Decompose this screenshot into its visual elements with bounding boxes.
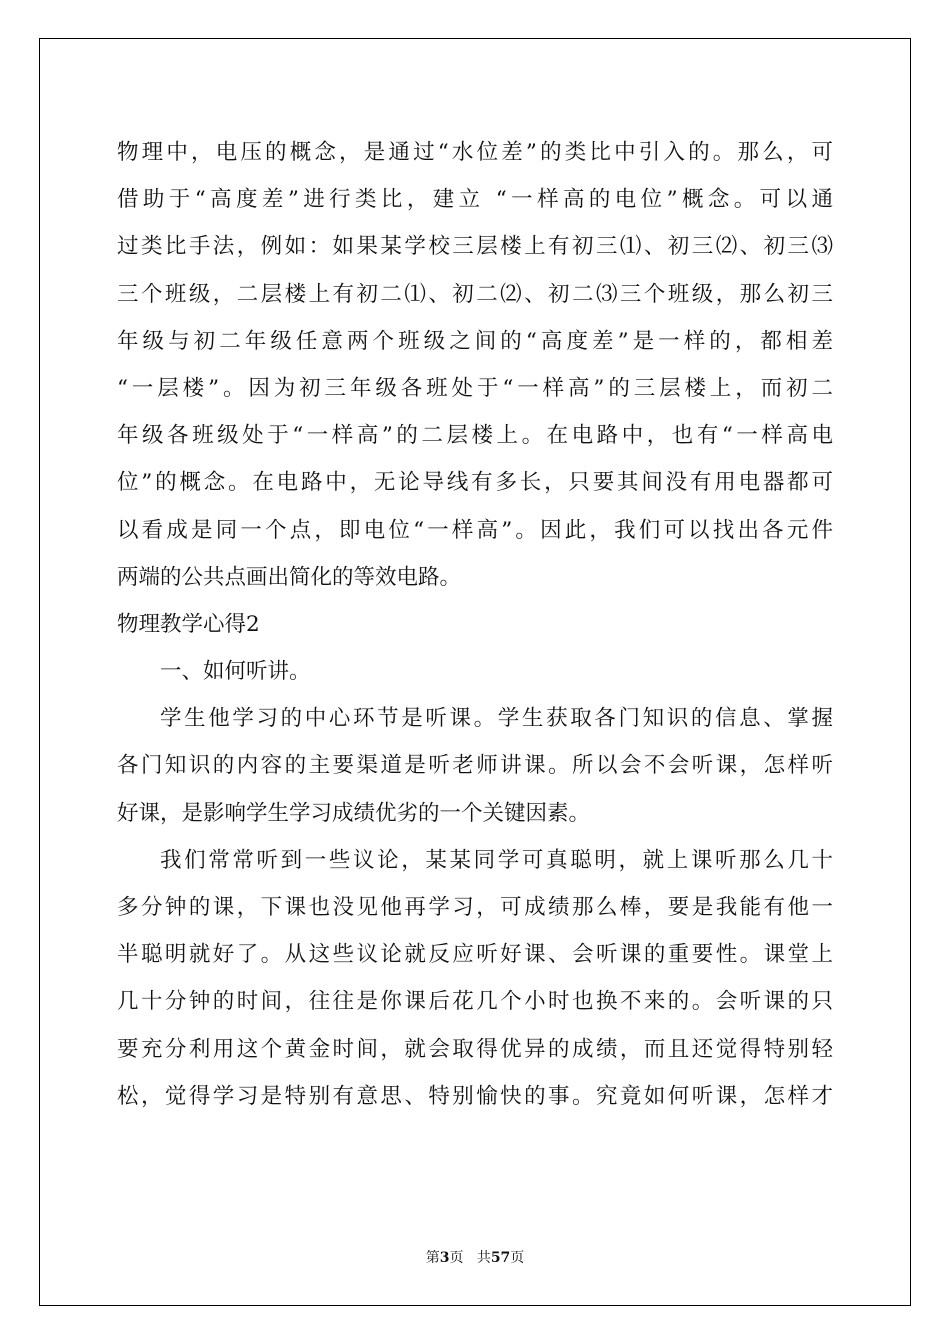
text-line: 我们常常听到一些议论，某某同学可真聪明，就上课听那么几十 (160, 847, 833, 873)
paragraph-equipotential (117, 129, 833, 601)
text-line: 位”的概念。在电路中，无论导线有多长，只要其间没有用电器都可 (117, 470, 833, 496)
section-title (117, 601, 833, 648)
total-prefix: 共 (476, 1250, 491, 1266)
paragraph-listening-core (117, 695, 833, 837)
page-prefix: 第 (425, 1250, 440, 1266)
page-footer (0, 1247, 950, 1267)
text-line: 半聪明就好了。从这些议论就反应听好课、会听课的重要性。课堂上 (117, 942, 833, 968)
text-line: 好课，是影响学生学习成绩优劣的一个关键因素。 (117, 800, 591, 826)
text-line: 松，觉得学习是特别有意思、特别愉快的事。究竟如何听课，怎样才 (117, 1083, 833, 1109)
text-line: 以看成是同一个点，即电位“一样高”。因此，我们可以找出各元件 (117, 517, 833, 543)
text-line: 年级与初二年级任意两个班级之间的“高度差”是一样的，都相差 (117, 328, 833, 354)
document-body (117, 129, 833, 1120)
text-line: 物理中，电压的概念，是通过“水位差”的类比中引入的。那么，可 (117, 140, 833, 165)
text-line: 三个班级，二层楼上有初二⑴、初二⑵、初二⑶三个班级，那么初三 (117, 281, 833, 307)
total-pages: 57 (490, 1250, 511, 1266)
text-line: 两端的公共点画出简化的等效电路。 (117, 564, 462, 590)
subheading-listening (117, 648, 833, 695)
text-line: 一、如何听讲。 (160, 659, 311, 685)
text-line: 物理教学心得2 (117, 611, 260, 637)
page-number: 3 (439, 1250, 450, 1266)
text-line: 多分钟的课，下课也没见他再学习，可成绩那么棒，要是我能有他一 (117, 895, 833, 920)
text-line: 借助于“高度差”进行类比，建立 “一样高的电位”概念。可以通 (117, 187, 833, 213)
text-line: 学生他学习的中心环节是听课。学生获取各门知识的信息、掌握 (160, 706, 833, 732)
page-suffix: 页 (449, 1250, 464, 1266)
text-line: 几十分钟的时间，往往是你课后花几个小时也换不来的。会听课的只 (117, 989, 833, 1015)
total-suffix: 页 (510, 1250, 525, 1266)
text-line: “一层楼”。因为初三年级各班处于“一样高”的三层楼上，而初二 (117, 375, 833, 401)
text-line: 年级各班级处于“一样高”的二层楼上。在电路中，也有“一样高电 (117, 423, 833, 449)
text-line: 过类比手法，例如：如果某学校三层楼上有初三⑴、初三⑵、初三⑶ (117, 234, 833, 260)
text-line: 各门知识的内容的主要渠道是听老师讲课。所以会不会听课，怎样听 (117, 753, 833, 779)
text-line: 要充分利用这个黄金时间，就会取得优异的成绩，而且还觉得特别轻 (117, 1036, 833, 1062)
paragraph-listening-importance (117, 837, 833, 1120)
